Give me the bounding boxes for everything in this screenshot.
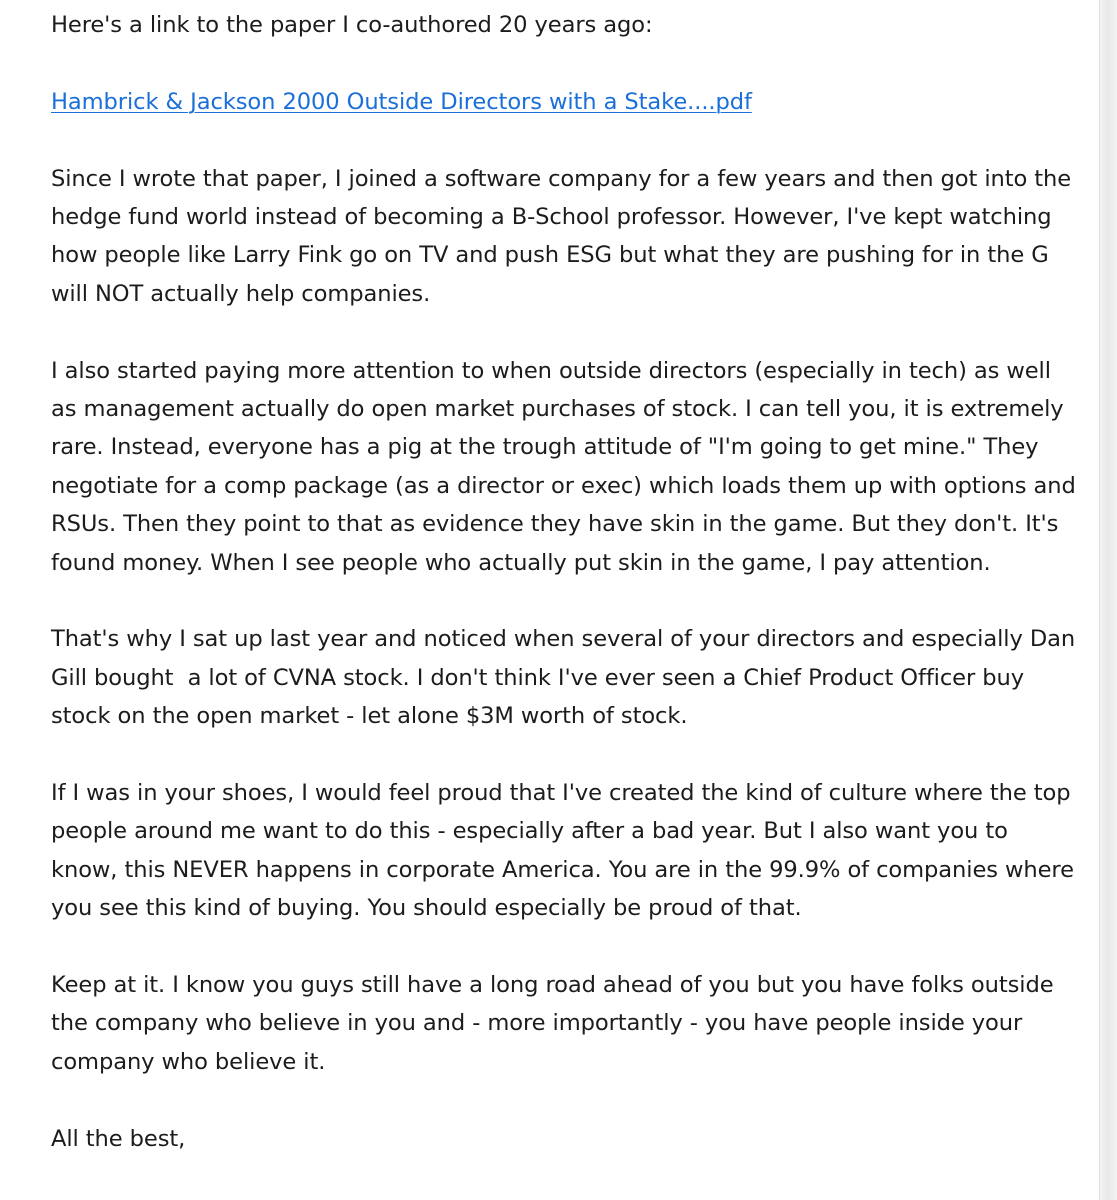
- email-paragraph-5: Keep at it. I know you guys still have a long road ahead of you but you have folks outside the company who believe in you and - more importantly - you have people inside your company who believe it.: [51, 972, 1061, 1075]
- attachment-paragraph: [51, 83, 1081, 121]
- attachment-link[interactable]: Hambrick & Jackson 2000 Outside Directors with a Stake....pdf: [51, 88, 752, 115]
- email-paragraph-3: That's why I sat up last year and noticed when several of your directors and especially Dan Gill bought a lot of CVNA stock. I don't think I've ever seen a Chief Product Officer buy stock on the open market - let alone $3M worth of stock.: [51, 626, 1083, 730]
- email-body: [51, 6, 1081, 1158]
- email-intro: Here's a link to the paper I co-authored 20 years ago:: [51, 12, 653, 38]
- email-paragraph-2: I also started paying more attention to when outside directors (especially in tech) as well as management actually do open market purchases of stock. I can tell you, it is extremely rare. Instead, everyone has a pig at the trough attitude of "I'm going to get mine." They negotiate for a comp package (as a director or exec) which loads them up with options and RSUs. Then they point to that as evidence they have skin in the game. But they don't. It's found money. When I see people who actually put skin in the game, I pay attention.: [51, 357, 1083, 576]
- email-paragraph-1: Since I wrote that paper, I joined a software company for a few years and then got into the hedge fund world instead of becoming a B-School professor. However, I've kept watching how people like Larry Fink go on TV and push ESG but what they are pushing for in the G will NOT actually help companies.: [51, 165, 1079, 307]
- scroll-edge: [1099, 0, 1117, 1200]
- email-paragraph-4: If I was in your shoes, I would feel proud that I've created the kind of culture where the top people around me want to do this - especially after a bad year. But I also want you to know, this NEVER happens in corporate America. You are in the 99.9% of companies where you see this kind of buying. You should especially be proud of that.: [51, 780, 1081, 922]
- email-closing: All the best,: [51, 1125, 186, 1152]
